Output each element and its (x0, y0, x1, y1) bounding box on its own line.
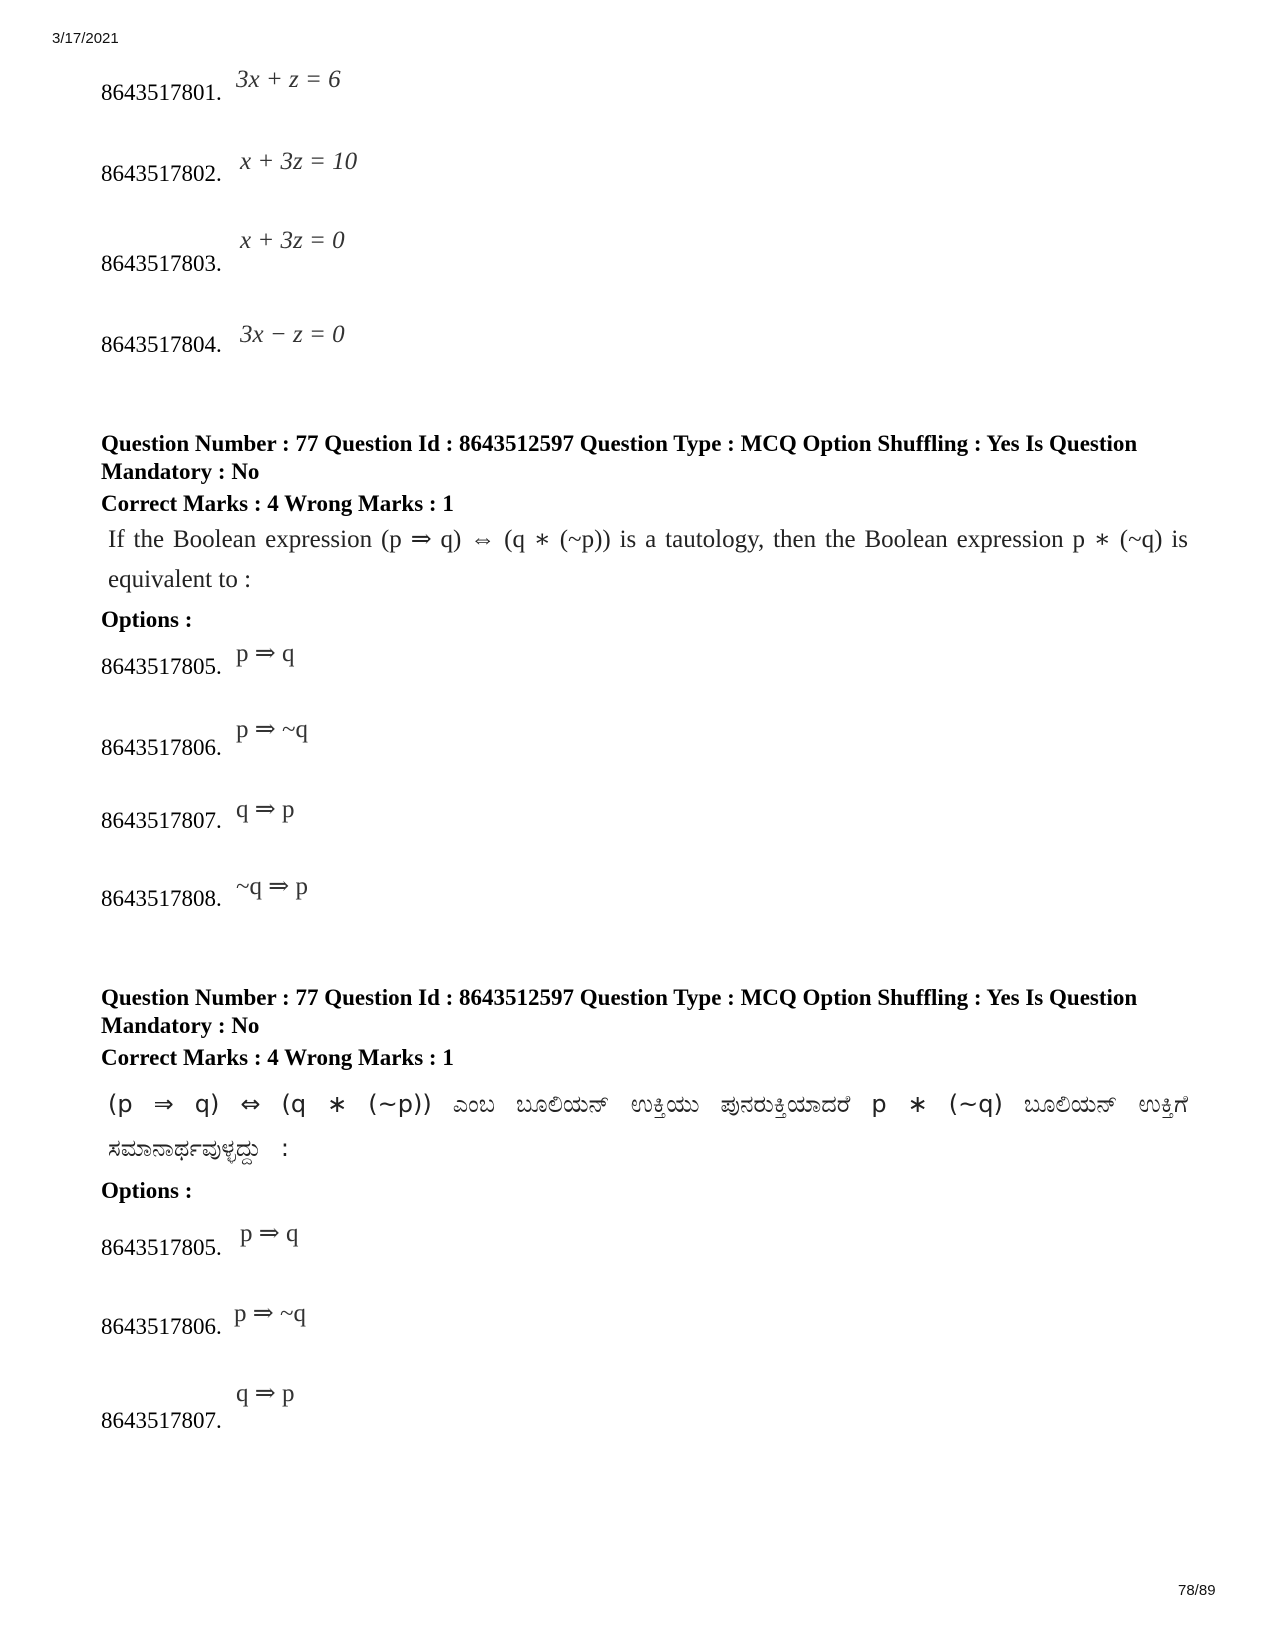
option-value: p ⇒ ~q (236, 716, 308, 743)
option-value: q ⇒ p (236, 1380, 295, 1407)
option-value: p ⇒ q (240, 1220, 299, 1247)
option-value: x + 3z = 10 (240, 148, 358, 175)
option-value: p ⇒ ~q (234, 1300, 306, 1327)
question-marks: Correct Marks : 4 Wrong Marks : 1 (101, 1045, 454, 1070)
question-marks: Correct Marks : 4 Wrong Marks : 1 (101, 491, 454, 516)
option-id: 8643517805. (101, 1235, 222, 1260)
option-id: 8643517803. (101, 251, 222, 276)
option-value: ~q ⇒ p (236, 873, 308, 900)
option-value: p ⇒ q (236, 640, 295, 667)
option-value: 3x − z = 0 (240, 321, 345, 348)
options-label: Options : (101, 1178, 193, 1203)
option-id: 8643517808. (101, 886, 222, 911)
page-number: 78/89 (1178, 1582, 1216, 1599)
option-id: 8643517805. (101, 654, 222, 679)
option-id: 8643517801. (101, 80, 222, 105)
option-value: 3x + z = 6 (236, 66, 341, 93)
question-header: Question Number : 77 Question Id : 8643512597 Question Type : MCQ Option Shuffling : Yes Is Question Mandatory : No (101, 985, 1138, 1038)
option-id: 8643517806. (101, 1314, 222, 1339)
question-text: (p ⇒ q) ⇔ (q ∗ (~p)) ಎಂಬ ಬೂಲಿಯನ್ ಉಕ್ತಿಯು ಪುನರುಕ್ತಿಯಾದರೆ p ∗ (~q) ಬೂಲಿಯನ್ ಉಕ್ತಿಗೆ ಸಮಾನಾರ್ಥವುಳ್ಳದ್ದು : (108, 1090, 1188, 1162)
question-text: If the Boolean expression (p ⇒ q) ⇔ (q ∗ (~p)) is a tautology, then the Boolean expression p ∗ (~q) is equivalent to : (108, 526, 1188, 593)
option-id: 8643517802. (101, 161, 222, 186)
option-value: x + 3z = 0 (240, 227, 345, 254)
option-id: 8643517807. (101, 1408, 222, 1433)
options-label: Options : (101, 607, 193, 632)
question-header: Question Number : 77 Question Id : 8643512597 Question Type : MCQ Option Shuffling : Yes Is Question Mandatory : No (101, 431, 1138, 484)
option-value: q ⇒ p (236, 796, 295, 823)
option-id: 8643517804. (101, 332, 222, 357)
option-id: 8643517807. (101, 808, 222, 833)
option-id: 8643517806. (101, 735, 222, 760)
page-date: 3/17/2021 (52, 30, 119, 47)
